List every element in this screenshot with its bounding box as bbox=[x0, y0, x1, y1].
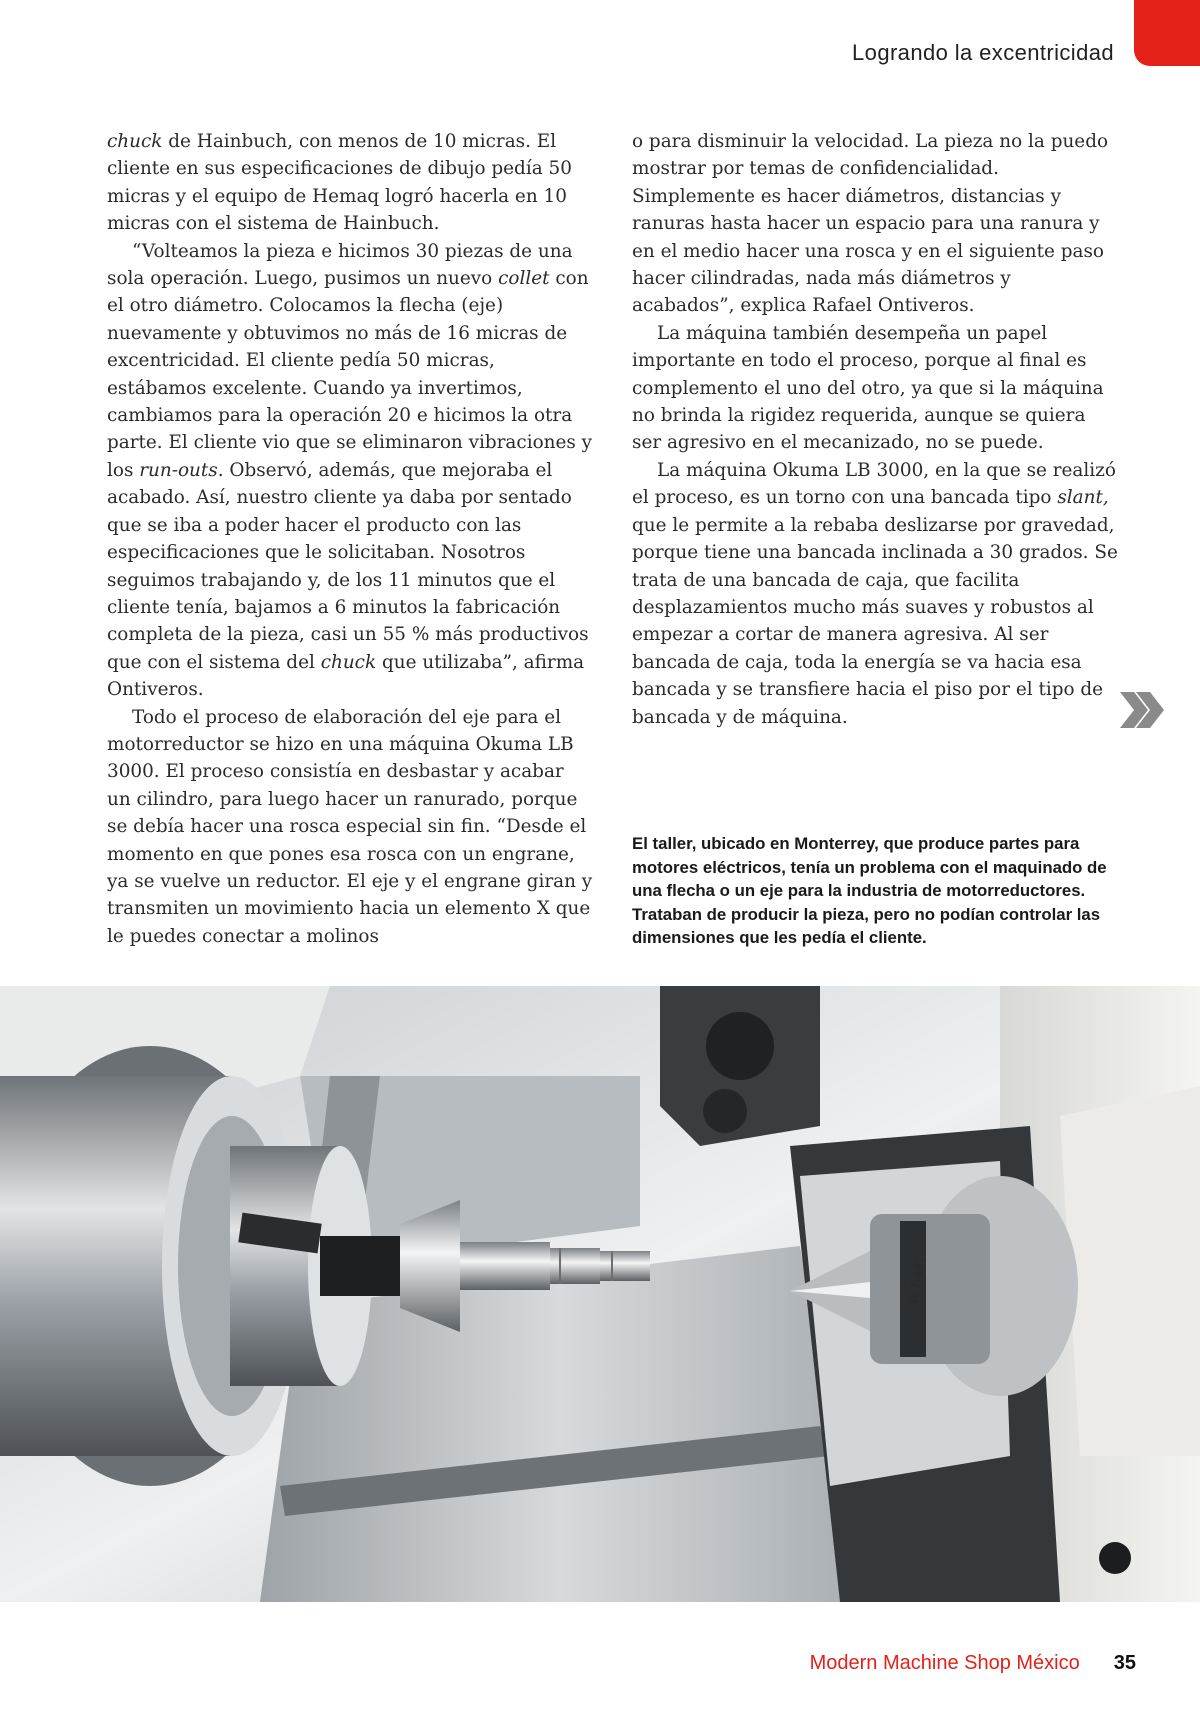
continue-chevrons-icon bbox=[1118, 688, 1166, 732]
paragraph bbox=[107, 128, 593, 238]
lathe-photo bbox=[0, 986, 1200, 1602]
italic-term: collet bbox=[498, 268, 550, 290]
italic-term: chuck bbox=[320, 651, 377, 673]
header-accent-tab bbox=[1134, 0, 1200, 66]
tailstock-marking: R-5487 bbox=[905, 1253, 931, 1305]
right-text-column bbox=[632, 128, 1118, 731]
italic-term: chuck bbox=[107, 131, 163, 152]
page-footer bbox=[810, 1652, 1136, 1675]
text-run: de Hainbuch, con menos de 10 micras. El cliente en sus especificaciones de dibujo pedía 50 micras y el equipo de Hemaq logró hacerla en 10 micras con el sistema de Hainbuch. bbox=[107, 131, 572, 235]
left-text-column bbox=[107, 128, 593, 950]
paragraph bbox=[632, 128, 1118, 320]
paragraph bbox=[107, 238, 593, 704]
italic-term: run-outs bbox=[139, 459, 218, 481]
text-run: La máquina también desempeña un papel importante en todo el proceso, porque al final es complemento el uno del otro, ya que si la máquina no brinda la rigidez requerida, aunque se quiera ser agresivo en el mecanizado, no se puede. bbox=[632, 322, 1104, 454]
italic-term: slant, bbox=[1057, 487, 1109, 509]
paragraph bbox=[107, 704, 593, 951]
text-run: con el otro diámetro. Colocamos la flecha (eje) nuevamente y obtuvimos no más de 16 micras de excentricidad. El cliente pedía 50 micras, estábamos excelente. Cuando ya invertimos, cambiamos para la operación 20 e hicimos la otra parte. El cliente vio que se eliminaron vibraciones y los bbox=[107, 268, 593, 481]
text-run: o para disminuir la velocidad. La pieza no la puedo mostrar por temas de confidencialidad. Simplemente es hacer diámetros, distancias y ranuras hasta hacer un espacio para una ranura y en el medio hacer una rosca y en el siguiente paso hacer cilindradas, nada más diámetros y acabados”, explica Rafael Ontiveros. bbox=[632, 131, 1109, 317]
paragraph bbox=[632, 457, 1118, 731]
paragraph bbox=[632, 320, 1118, 457]
text-run: que utilizaba”, afirma Ontiveros. bbox=[107, 651, 585, 701]
text-run: “Volteamos la pieza e hicimos 30 piezas de una sola operación. Luego, pusimos un nuevo bbox=[107, 240, 573, 290]
section-title: Logrando la excentricidad bbox=[852, 40, 1114, 65]
text-run: Todo el proceso de elaboración del eje para el motorreductor se hizo en una máquina Okuma LB 3000. El proceso consistía en desbastar y acabar un cilindro, para luego hacer un ranurado, porque se debía hacer una rosca especial sin fin. “Desde el momento en que pones esa rosca con un engrane, ya se vuelve un reductor. El eje y el engrane giran y transmiten un movimiento hacia un elemento X que le puedes conectar a molinos bbox=[107, 706, 593, 947]
photo-caption: El taller, ubicado en Monterrey, que produce partes para motores eléctricos, tenía un problema con el maquinado de una flecha o un eje para la industria de motorreductores. Trataban de producir la pieza, pero no podían controlar las dimensiones que les pedía el cliente. bbox=[632, 834, 1107, 948]
page-number: 35 bbox=[1113, 1652, 1136, 1674]
text-run: . Observó, además, que mejoraba el acabado. Así, nuestro cliente ya daba por sentado que se iba a poder hacer el producto con las especificaciones que le solicitaban. Nosotros seguimos trabajando y, de los 11 minutos que el cliente tenía, bajamos a 6 minutos la fabricación completa de la pieza, casi un 55 % más productivos que con el sistema del bbox=[107, 459, 589, 673]
text-run: La máquina Okuma LB 3000, en la que se realizó el proceso, es un torno con una bancada tipo bbox=[632, 459, 1116, 509]
magazine-name: Modern Machine Shop México bbox=[809, 1652, 1080, 1674]
text-run: que le permite a la rebaba deslizarse por gravedad, porque tiene una bancada inclinada a 30 grados. Se trata de una bancada de caja, que facilita desplazamientos mucho más suaves y robustos al empezar a cortar de manera agresiva. Al ser bancada de caja, toda la energía se va hacia esa bancada y se transfiere hacia el piso por el tipo de bancada y de máquina. bbox=[632, 514, 1118, 728]
